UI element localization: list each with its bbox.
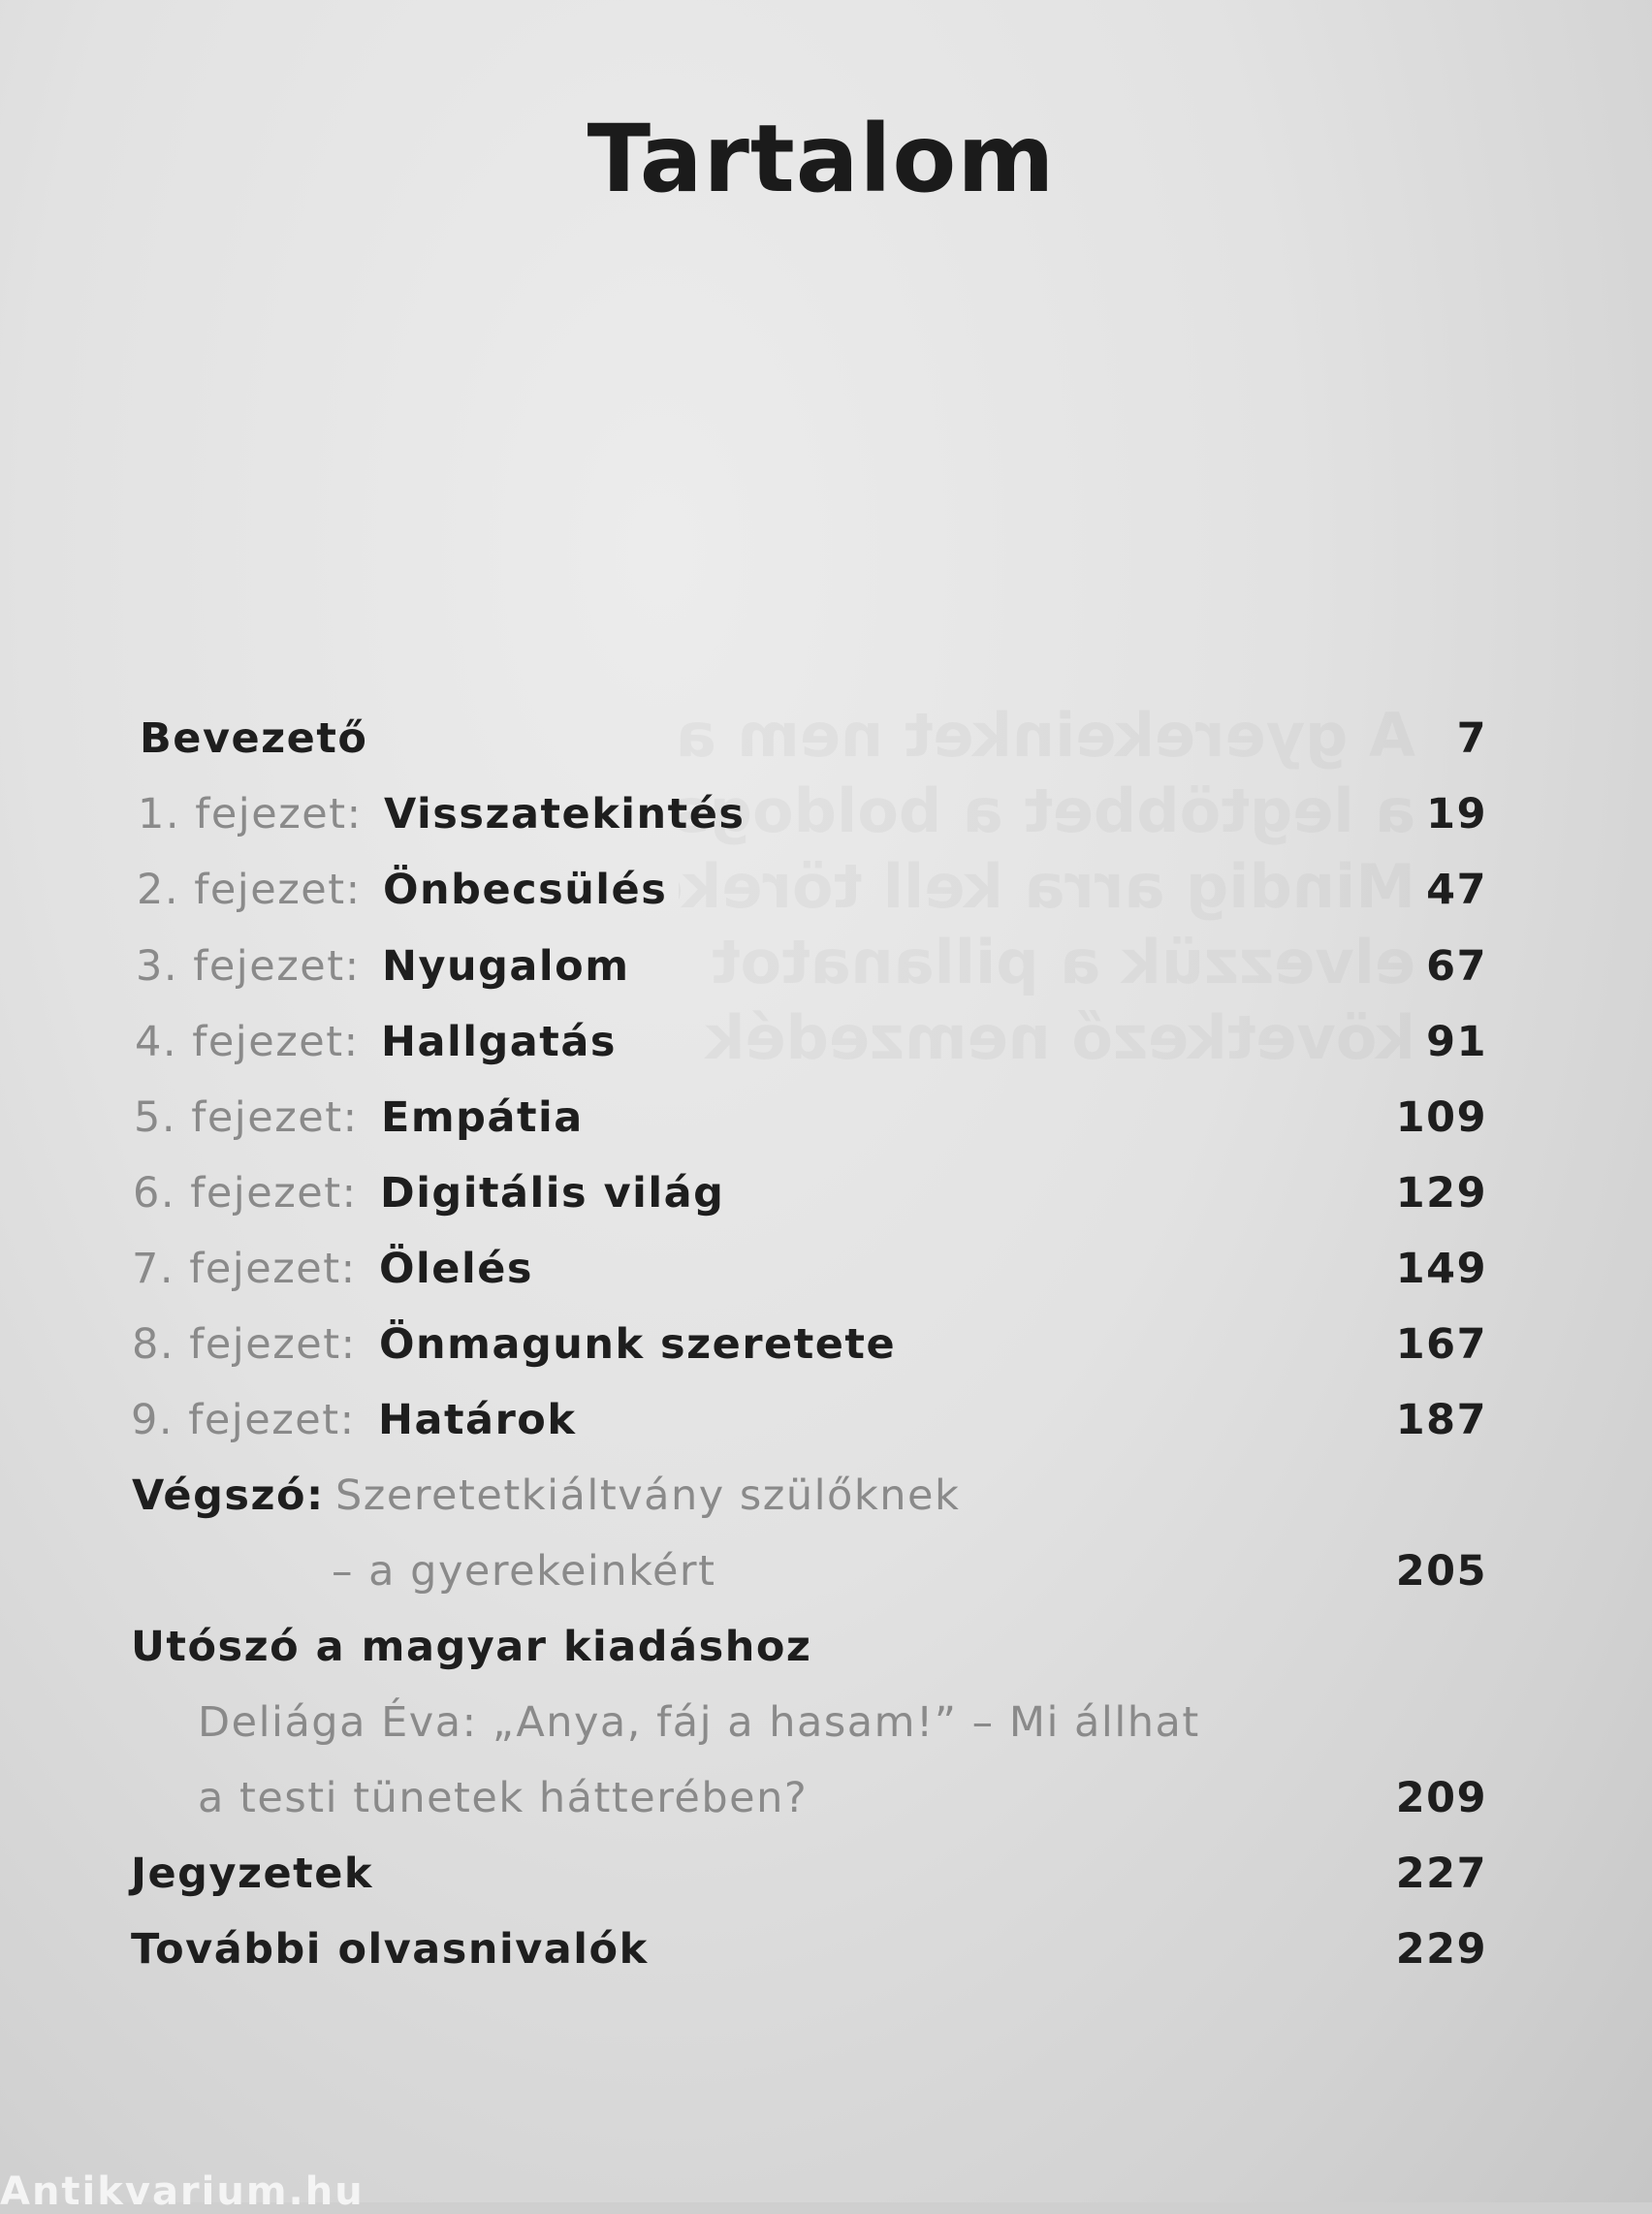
chapter-number: 9. fejezet: [131, 1396, 356, 1444]
entry-page: 67 [1426, 942, 1487, 991]
entry-title: Önbecsülés [383, 866, 668, 914]
entry-page: 7 [1456, 714, 1487, 763]
entry-title: Önmagunk szeretete [379, 1320, 897, 1369]
entry-page: 167 [1395, 1320, 1487, 1369]
entry-title: Utószó a magyar kiadáshoz [131, 1623, 812, 1671]
entry-page: 229 [1395, 1925, 1487, 1974]
utoszo-sub-line-2: a testi tünetek hátterében? [198, 1774, 809, 1822]
entry-title: Digitális világ [380, 1169, 725, 1218]
entry-page: 19 [1426, 790, 1487, 838]
toc-entry-chapter-4 [0, 1018, 1652, 1076]
watermark: Antikvarium.hu [0, 2169, 365, 2214]
entry-page: 91 [1426, 1018, 1487, 1066]
chapter-number: 4. fejezet: [135, 1018, 360, 1066]
entry-page: 129 [1395, 1169, 1487, 1218]
entry-page: 149 [1395, 1245, 1487, 1293]
vegszo-title-line-1: Szeretetkiáltvány szülőknek [335, 1471, 961, 1520]
toc-entry-chapter-7 [0, 1245, 1652, 1303]
entry-title: Hallgatás [381, 1018, 617, 1066]
chapter-number: 2. fejezet: [137, 866, 362, 914]
entry-page: 227 [1395, 1850, 1487, 1898]
entry-title: Határok [378, 1396, 577, 1444]
toc-entry-utoszo [0, 1623, 1652, 1681]
entry-page: 209 [1395, 1774, 1487, 1822]
entry-title: Empátia [381, 1093, 584, 1142]
toc-entry-jegyzetek [0, 1850, 1652, 1908]
toc-entry-chapter-2 [0, 866, 1652, 924]
utoszo-sub-line-1: Deliága Éva: „Anya, fáj a hasam!” – Mi állhat [198, 1698, 1200, 1747]
entry-title: Nyugalom [382, 942, 630, 991]
toc-entry-bevezeto [0, 714, 1652, 773]
toc-entry-utoszo-sub-2 [0, 1774, 1652, 1832]
entry-title: Jegyzetek [131, 1850, 373, 1898]
toc-entry-chapter-3 [0, 942, 1652, 1000]
vegszo-title-line-2: – a gyerekeinkért [332, 1547, 716, 1596]
toc-entry-vegszo [0, 1471, 1652, 1530]
page-title: Tartalom [587, 105, 1056, 213]
toc-entry-utoszo-sub-1 [0, 1698, 1652, 1756]
toc-entry-tovabbi [0, 1925, 1652, 1983]
chapter-number: 8. fejezet: [132, 1320, 357, 1369]
chapter-number: 6. fejezet: [133, 1169, 358, 1218]
toc-entry-chapter-1 [0, 790, 1652, 848]
chapter-number: 5. fejezet: [134, 1093, 359, 1142]
entry-title: Visszatekintés [384, 790, 746, 838]
toc-entry-chapter-5 [0, 1093, 1652, 1152]
entry-title: Bevezető [140, 714, 368, 763]
entry-page: 47 [1426, 866, 1487, 914]
entry-title: Ölelés [379, 1245, 533, 1293]
vegszo-label: Végszó: [132, 1471, 325, 1520]
entry-title: További olvasnivalók [131, 1925, 649, 1974]
chapter-number: 1. fejezet: [138, 790, 363, 838]
toc-entry-chapter-9 [0, 1396, 1652, 1454]
entry-page: 187 [1395, 1396, 1487, 1444]
toc-entry-chapter-6 [0, 1169, 1652, 1227]
chapter-number: 3. fejezet: [136, 942, 361, 991]
toc-entry-vegszo-cont [0, 1547, 1652, 1605]
toc-entry-chapter-8 [0, 1320, 1652, 1378]
chapter-number: 7. fejezet: [132, 1245, 357, 1293]
entry-page: 109 [1395, 1093, 1487, 1142]
entry-page: 205 [1395, 1547, 1487, 1596]
